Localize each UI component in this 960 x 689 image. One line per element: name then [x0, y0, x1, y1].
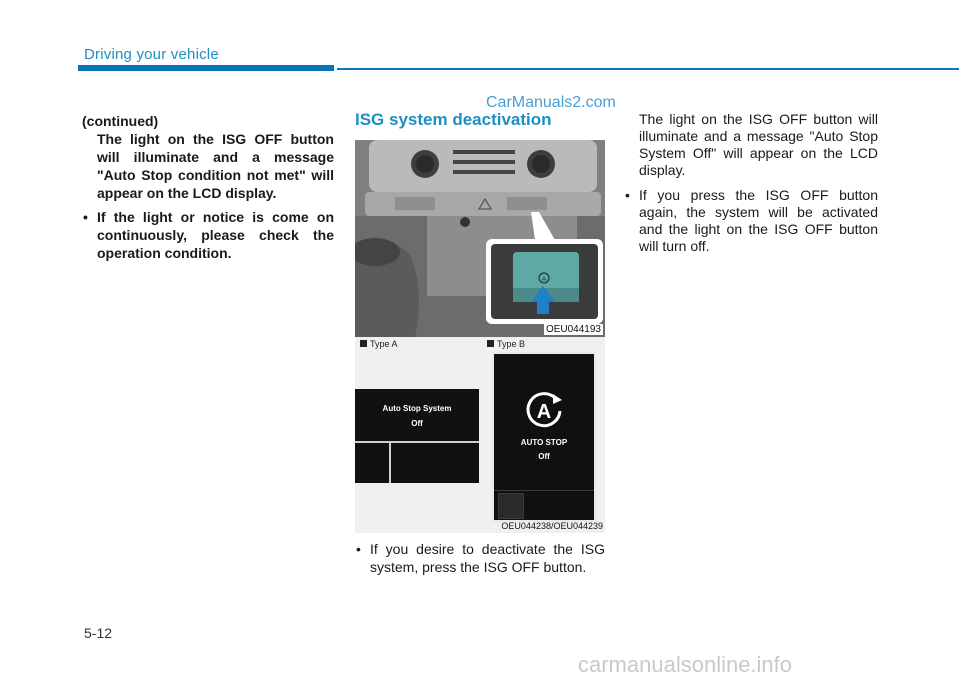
page-number: 5-12	[84, 625, 113, 641]
check-condition-bullet: • If the light or notice is come on continuously, please check the operation condition.	[82, 208, 334, 262]
deactivate-bullet: • If you desire to deactivate the ISG system, press the ISG OFF button.	[355, 540, 605, 576]
reactivate-bullet: • If you press the ISG OFF button again, the system will be activated and the light on the ISG OFF button will turn off.	[624, 187, 878, 255]
column-1	[82, 112, 334, 262]
deactivate-bullet-block	[355, 540, 605, 576]
lcd-display-type-a	[355, 389, 479, 483]
type-b-label	[487, 339, 525, 349]
section-title: Driving your vehicle	[84, 46, 219, 63]
dashboard-illustration	[355, 140, 605, 337]
footer-watermark: carmanualsonline.info	[578, 652, 793, 677]
display-types-panel	[355, 337, 605, 533]
displays-code: OEU044238/OEU044239	[501, 521, 603, 531]
square-bullet-icon	[360, 340, 367, 347]
isg-light-paragraph: The light on the ISG OFF button will illuminate and a message "Auto Stop condition not met" will appear on the LCD display.	[97, 131, 334, 201]
header-rule-thin	[337, 68, 959, 70]
continued-label: (continued)	[82, 113, 159, 129]
photo-code: OEU044193	[545, 324, 601, 335]
dashboard-photo	[355, 140, 605, 337]
svg-text:A: A	[541, 277, 547, 283]
type-a-message-line1: Auto Stop System	[382, 404, 452, 413]
system-off-paragraph: The light on the ISG OFF button will illuminate and a message "Auto Stop System Off" will appear on the LCD display.	[639, 111, 878, 178]
type-a-message-line2: Off	[411, 419, 423, 428]
display-indicator-box	[498, 493, 524, 519]
type-b-message-line2: Off	[538, 452, 550, 461]
auto-stop-icon-letter: A	[536, 401, 552, 423]
type-b-text: Type B	[497, 339, 526, 349]
divider	[494, 490, 594, 491]
type-b-message-line1: AUTO STOP	[520, 438, 568, 447]
type-a-text: Type A	[370, 339, 398, 349]
divider	[389, 443, 391, 483]
auto-stop-icon	[523, 390, 565, 432]
column-3	[624, 111, 878, 255]
divider	[355, 441, 479, 443]
lcd-display-type-b	[492, 352, 596, 522]
header-rule-thick	[78, 65, 334, 71]
section-heading: ISG system deactivation	[355, 110, 552, 129]
type-a-label	[360, 339, 398, 349]
watermark-link[interactable]: CarManuals2.com	[486, 94, 616, 111]
square-bullet-icon	[487, 340, 494, 347]
